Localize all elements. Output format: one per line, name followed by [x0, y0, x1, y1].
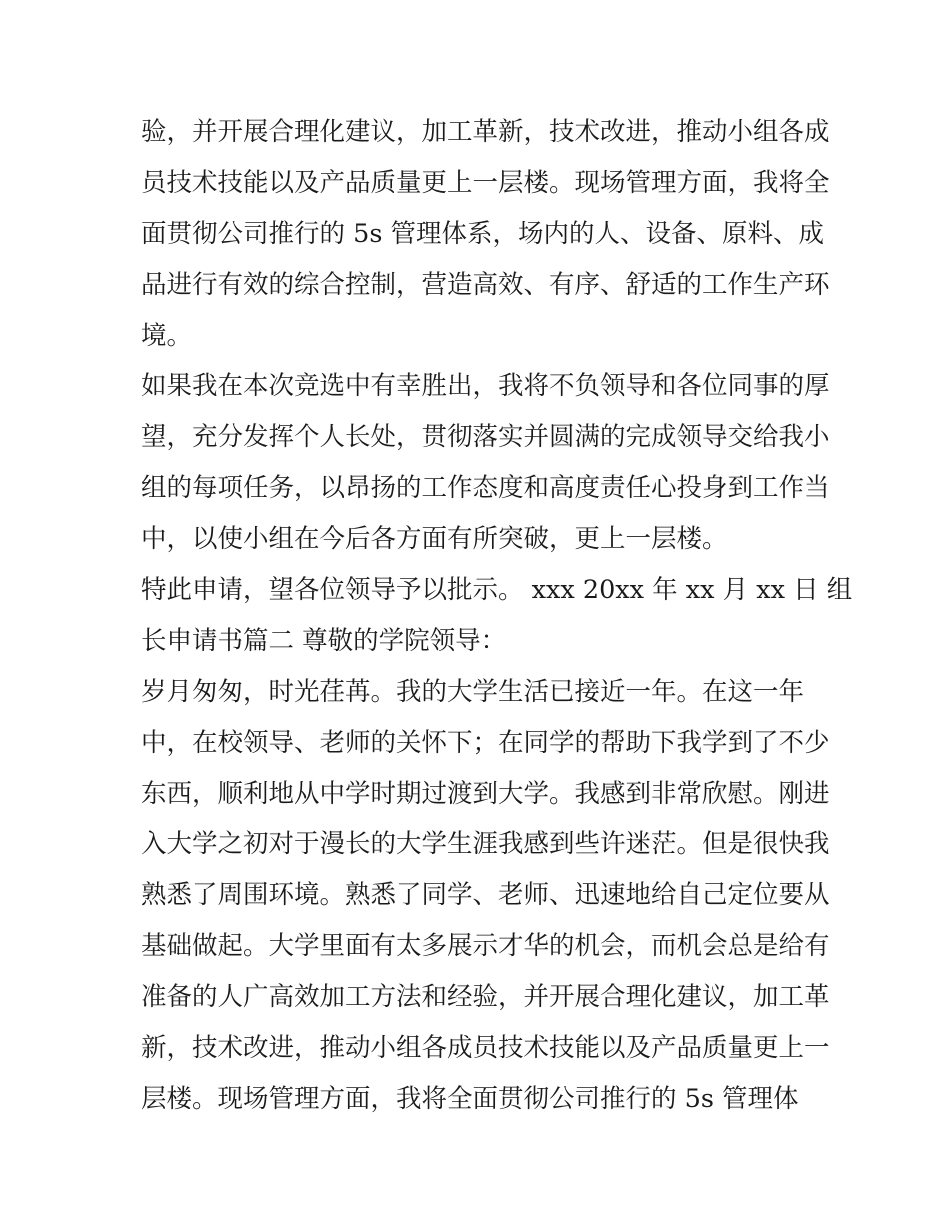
text-line: 层楼。现场管理方面，我将全面贯彻公司推行的 5s 管理体: [141, 1083, 799, 1114]
text-line: 中，在校领导、老师的关怀下；在同学的帮助下我学到了不少: [141, 727, 830, 758]
text-line: 东西，顺利地从中学时期过渡到大学。我感到非常欣慰。刚进: [141, 778, 830, 809]
text-line: 组的每项任务，以昂扬的工作态度和高度责任心投身到工作当: [141, 473, 830, 504]
text-line: 基础做起。大学里面有太多展示才华的机会，而机会总是给有: [141, 931, 830, 962]
text-line: 入大学之初对于漫长的大学生涯我感到些许迷茫。但是很快我: [141, 829, 830, 860]
text-line: 境。: [141, 320, 193, 351]
text-line: 如果我在本次竞选中有幸胜出，我将不负领导和各位同事的厚: [141, 371, 830, 402]
text-line: 望，充分发挥个人长处，贯彻落实并圆满的完成领导交给我小: [141, 422, 830, 453]
text-line: 准备的人广高效加工方法和经验，并开展合理化建议，加工革: [141, 982, 830, 1013]
text-line: 新，技术改进，推动小组各成员技术技能以及产品质量更上一: [141, 1033, 830, 1064]
text-line: 验，并开展合理化建议，加工革新，技术改进，推动小组各成: [141, 117, 830, 147]
text-line: 中，以使小组在今后各方面有所突破，更上一层楼。: [141, 524, 728, 555]
text-line: 熟悉了周围环境。熟悉了同学、老师、迅速地给自己定位要从: [141, 880, 830, 911]
text-line: 面贯彻公司推行的 5s 管理体系，场内的人、设备、原料、成: [141, 218, 825, 249]
text-line: 长申请书篇二 尊敬的学院领导：: [141, 625, 507, 656]
document-body: [141, 107, 853, 1125]
text-line: 特此申请，望各位领导予以批示。 xxx 20xx 年 xx 月 xx 日 组: [141, 575, 853, 606]
text-line: 品进行有效的综合控制，营造高效、有序、舒适的工作生产环: [141, 269, 830, 300]
text-line: 员技术技能以及产品质量更上一层楼。现场管理方面，我将全: [141, 167, 830, 198]
text-line: 岁月匆匆，时光荏苒。我的大学生活已接近一年。在这一年: [141, 676, 805, 707]
